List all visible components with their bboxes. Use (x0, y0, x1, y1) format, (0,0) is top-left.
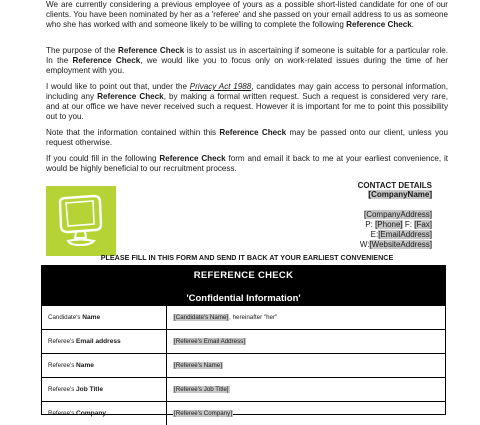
text-run: I would like to point out that, under the (46, 82, 190, 91)
form-subtitle: 'Confidential Information' (42, 286, 445, 305)
column-divider (166, 354, 167, 377)
form-instruction: PLEASE FILL IN THIS FORM AND SEND IT BACK AT YOUR EARLIEST CONVENIENCE (100, 253, 394, 262)
company-address-field[interactable]: [CompanyAddress] (363, 210, 432, 219)
fax-field[interactable]: [Fax] (414, 220, 432, 229)
label-prefix: Referee's (48, 362, 77, 369)
paragraph-request (46, 154, 448, 174)
label-prefix: Referee's (48, 410, 77, 417)
company-name-field[interactable]: [CompanyName] (368, 190, 432, 199)
text-run-bold: Reference Check (346, 20, 412, 29)
form-row-referee-company (42, 401, 445, 425)
referee-company-field[interactable]: [Referee's Company] (174, 410, 232, 417)
text-run: , by making a formal written request. Such a request is considered very rare, and at our office we have never received such a request. However it is important for me to point this possibility out to you. (46, 92, 449, 121)
text-run: The purpose of the (46, 46, 119, 55)
referee-email-field[interactable]: [Referee's Email Address] (174, 338, 245, 345)
text-run: We are currently considering a previous employee of yours as a possible short-listed candidate for one of our clients. You have been nominated by her as a 'referee' and she passed on your email address to us as someone who she has worked with and someone likely to be willing to complete the following (46, 0, 448, 29)
row-label (48, 314, 100, 321)
referee-job-title-field[interactable]: [Referee's Job Title] (174, 386, 229, 393)
label-prefix: Referee's (48, 386, 77, 393)
row-label (48, 410, 106, 417)
company-name (368, 190, 432, 200)
contact-details-heading: CONTACT DETAILS (357, 181, 432, 190)
row-label (48, 386, 103, 393)
phone-label: P: (365, 220, 376, 229)
paragraph-privacy (46, 82, 448, 122)
text-run: . (411, 20, 415, 29)
column-divider (166, 402, 167, 425)
paragraph-purpose (46, 46, 448, 76)
form-row-candidate-name (42, 305, 445, 329)
company-address (364, 210, 432, 220)
email-field[interactable]: [EmailAddress] (378, 230, 432, 239)
referee-name-field[interactable]: [Referee's Name] (174, 362, 222, 369)
label-prefix: Referee's (48, 338, 77, 345)
label-bold: Company (76, 410, 107, 417)
text-run: is to assist us in ascertaining if someone is suitable for a particular role. In the (46, 46, 448, 65)
form-title: REFERENCE CHECK (42, 266, 445, 286)
text-run: form and email it back to me at your earliest convenience, it would be highly beneficial to our recruitment process. (46, 154, 449, 173)
row-value (173, 313, 277, 322)
fax-label: F: (402, 220, 415, 229)
value-suffix: , hereinafter "her" (229, 314, 278, 321)
label-prefix: Candidate's (48, 314, 83, 321)
row-label (48, 338, 121, 345)
column-divider (166, 306, 167, 329)
form-row-referee-job-title (42, 377, 445, 401)
text-run-bold: Reference Check (159, 154, 226, 163)
email-label: E: (370, 230, 379, 239)
paragraph-note (46, 128, 448, 148)
website-label: W: (359, 240, 370, 249)
reference-check-form (41, 265, 446, 415)
text-run-bold: Reference Check (118, 46, 185, 55)
text-run-bold: Reference Check (219, 128, 287, 137)
row-value (173, 385, 230, 394)
phone-fax-line (365, 220, 432, 230)
paragraph-intro (46, 0, 448, 30)
website-line (360, 240, 432, 250)
phone-field[interactable]: [Phone] (375, 220, 403, 229)
column-divider (166, 378, 167, 401)
form-row-referee-email (42, 329, 445, 353)
email-line (371, 230, 432, 240)
text-run: , candidates may gain access to personal information, including any (46, 82, 448, 101)
text-run: Note that the information contained within this (46, 128, 220, 137)
label-bold: Job Title (76, 386, 104, 393)
row-value (173, 409, 233, 418)
text-run: , we would like you to focus only on work-related issues during the time of her employment with you. (46, 56, 449, 75)
website-field[interactable]: [WebsiteAddress] (369, 240, 432, 249)
text-run: may be passed onto our client, unless you request otherwise. (46, 128, 449, 147)
row-value (173, 337, 246, 346)
label-bold: Email address (76, 338, 121, 345)
column-divider (166, 330, 167, 353)
privacy-act-link[interactable]: Privacy Act 1988 (189, 82, 252, 91)
label-bold: Name (82, 314, 101, 321)
monitor-icon (46, 186, 116, 256)
text-run: If you could fill in the following (46, 154, 160, 163)
form-row-referee-name (42, 353, 445, 377)
company-logo (46, 186, 116, 256)
candidate-name-field[interactable]: [Candidate's Name] (174, 314, 229, 321)
label-bold: Name (76, 362, 94, 369)
row-value (173, 361, 223, 370)
text-run-bold: Reference Check (72, 56, 141, 65)
text-run-bold: Reference Check (97, 92, 164, 101)
row-label (48, 362, 94, 369)
